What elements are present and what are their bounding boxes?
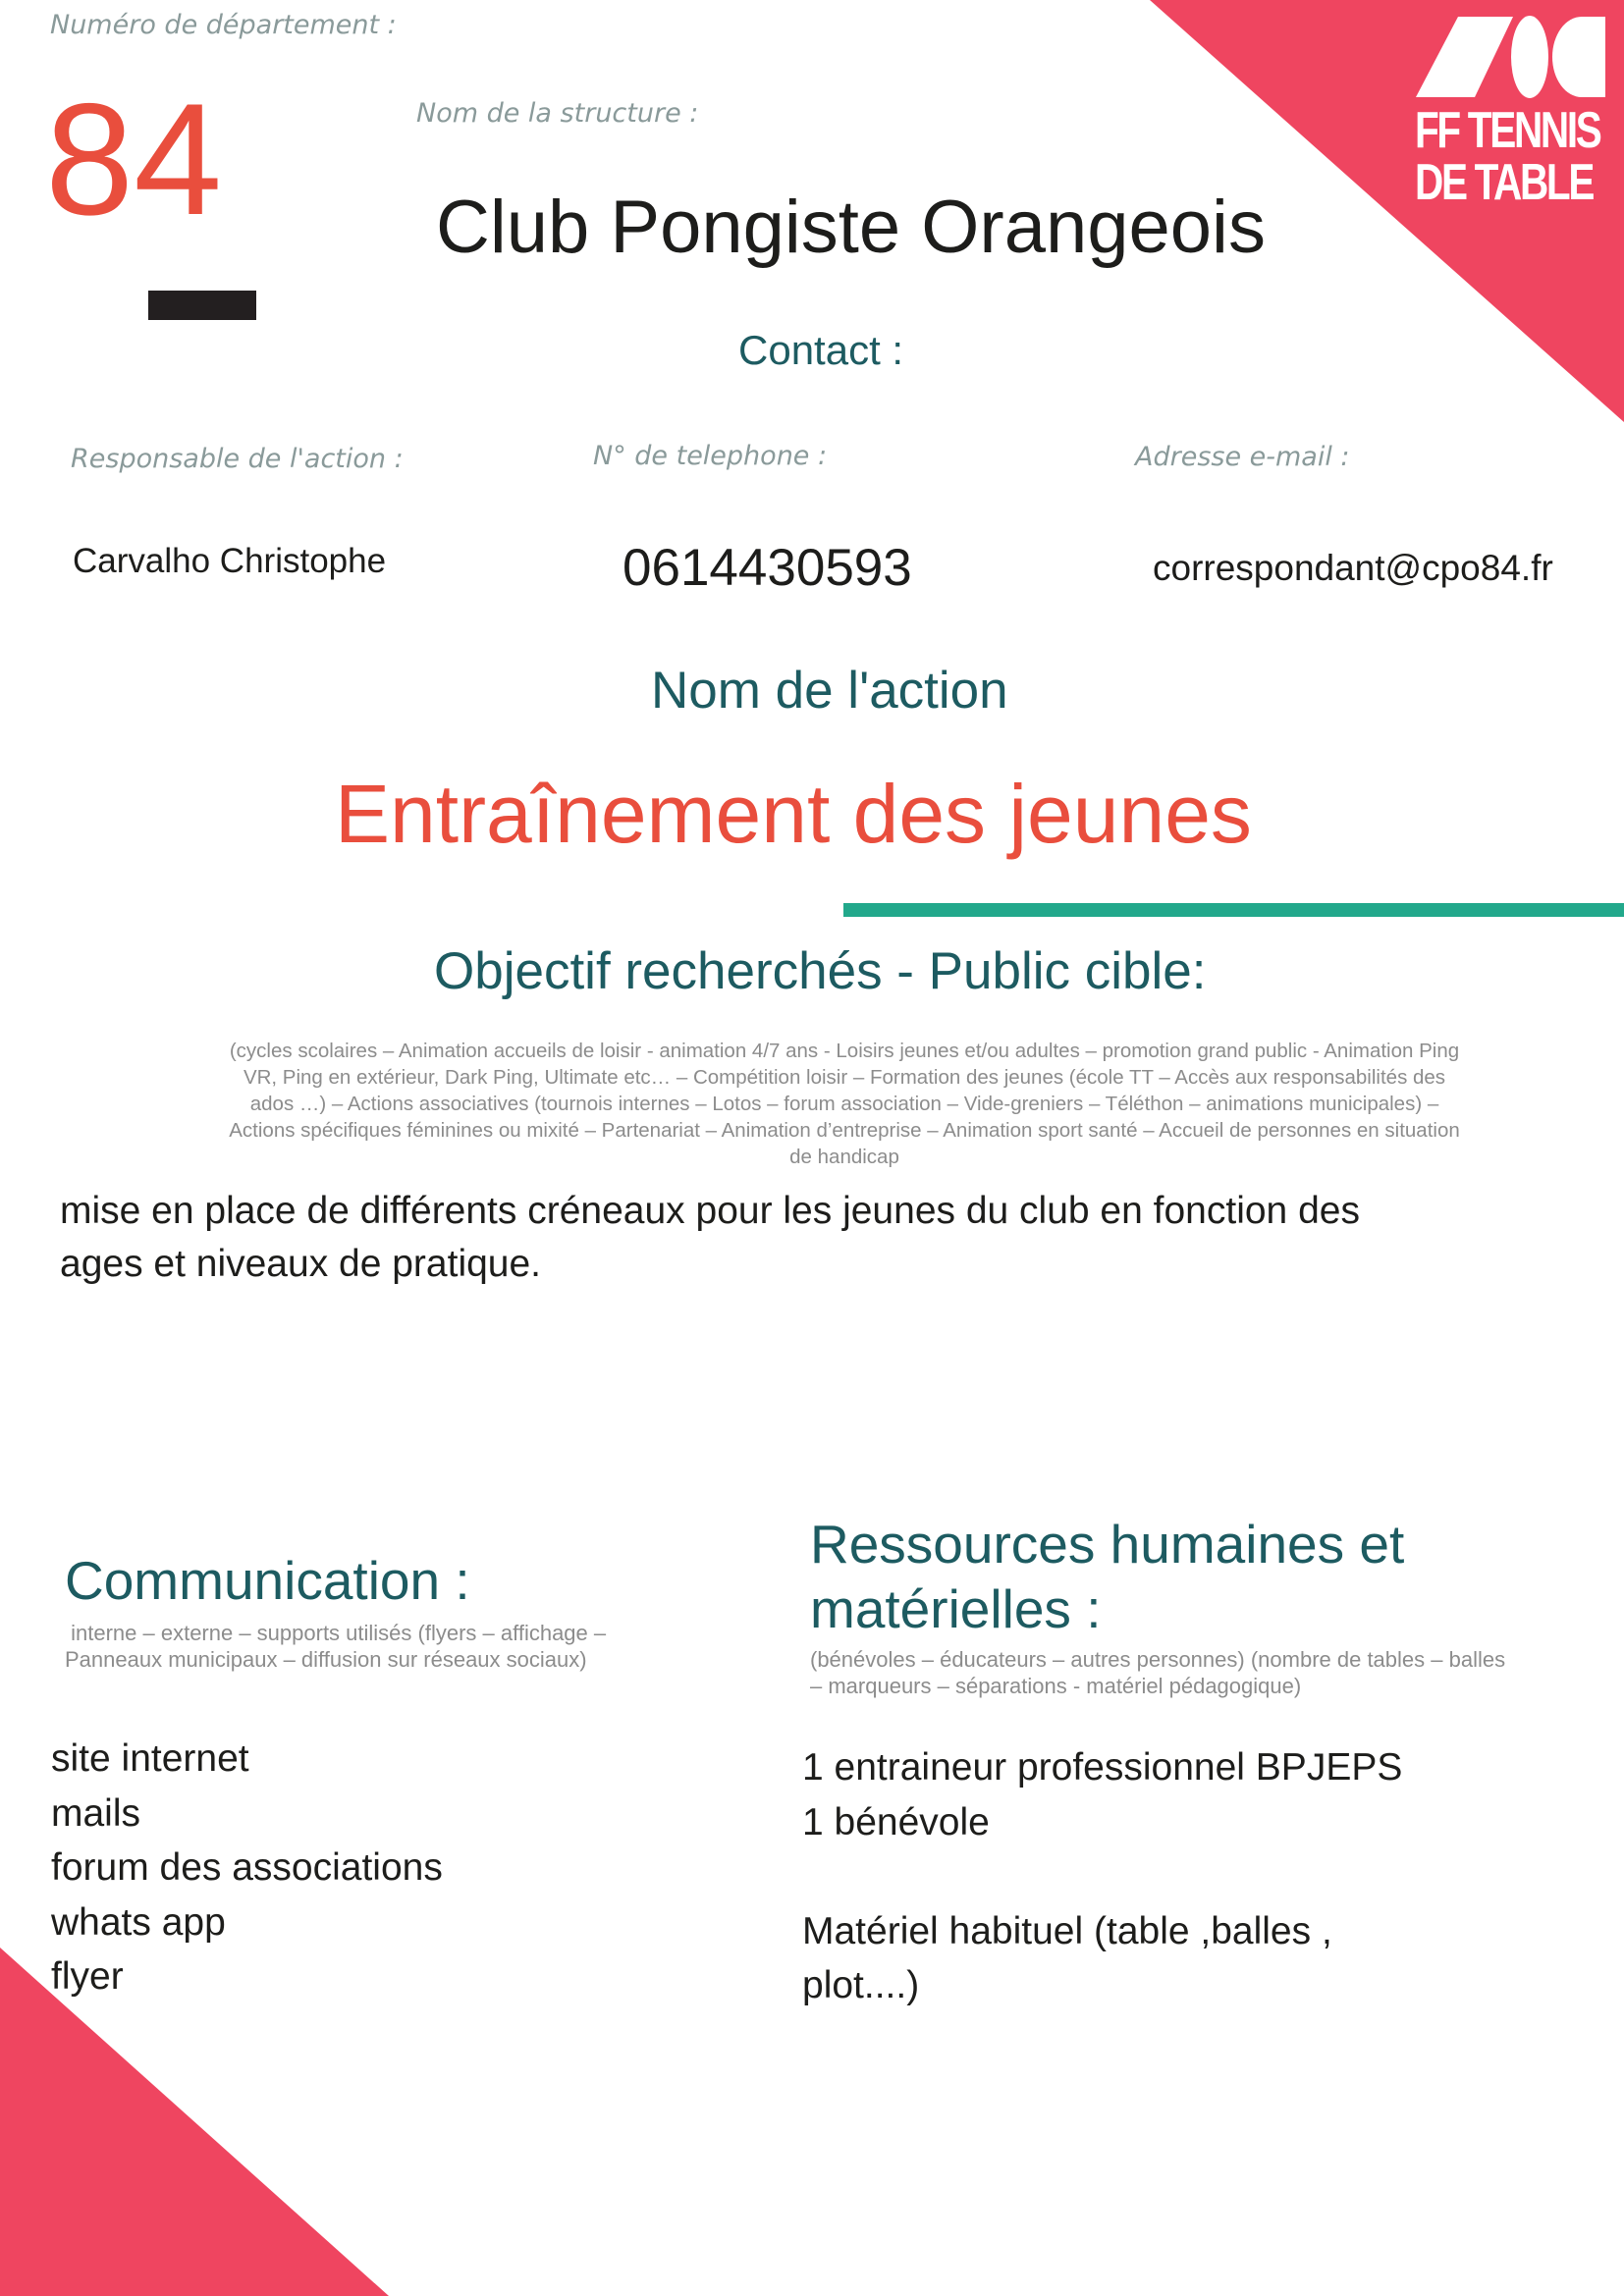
ressources-item: 1 bénévole (802, 1800, 990, 1843)
contact-title: Contact : (738, 327, 904, 373)
objectif-hint (167, 1038, 1522, 1170)
action-label: Nom de l'action (651, 662, 1008, 720)
department-underline (148, 291, 256, 320)
fftt-logo-mark-icon (1415, 15, 1606, 101)
communication-item: site internet (51, 1737, 249, 1780)
department-number: 84 (45, 71, 223, 248)
objectif-body-line: ages et niveaux de pratique. (60, 1243, 542, 1285)
ressources-item: plot....) (802, 1964, 920, 2006)
responsable-label: Responsable de l'action : (71, 444, 404, 474)
structure-label: Nom de la structure : (416, 98, 699, 129)
objectif-body (60, 1185, 1360, 1291)
logo-text-line1: FF TENNIS (1415, 102, 1600, 159)
ressources-hint-line: – marqueurs – séparations - matériel pédagogique) (810, 1674, 1302, 1698)
logo-text-line2: DE TABLE (1415, 154, 1594, 211)
objectif-hint-line: de handicap (789, 1146, 899, 1168)
objectif-title: Objectif recherchés - Public cible: (434, 942, 1207, 1000)
fftt-logo (1415, 15, 1606, 211)
objectif-hint-line: VR, Ping en extérieur, Dark Ping, Ultimate etc… – Compétition loisir – Formation des jeunes (école TT – Accès aux responsabilités des (243, 1066, 1446, 1089)
communication-item: mails (51, 1791, 141, 1835)
phone-value: 0614430593 (623, 539, 912, 597)
email-label: Adresse e-mail : (1135, 442, 1350, 472)
ressources-list (802, 1740, 1402, 2013)
email-value: correspondant@cpo84.fr (1153, 548, 1553, 588)
communication-item: forum des associations (51, 1846, 443, 1889)
communication-hint-line: interne – externe – supports utilisés (flyers – affichage – (65, 1621, 607, 1645)
communication-hint (65, 1620, 606, 1673)
ressources-item: Matériel habituel (table ,balles , (802, 1909, 1332, 1952)
objectif-hint-line: ados …) – Actions associatives (tournois internes – Lotos – forum association – Vide-greniers – Téléthon – animations municipales) – (249, 1093, 1439, 1115)
ressources-title-line: Ressources humaines et (810, 1514, 1405, 1575)
communication-hint-line: Panneaux municipaux – diffusion sur réseaux sociaux) (65, 1647, 587, 1672)
communication-title: Communication : (65, 1550, 470, 1611)
department-label: Numéro de département : (50, 10, 397, 40)
action-name: Entraînement des jeunes (335, 768, 1252, 860)
communication-item: flyer (51, 1955, 124, 1998)
ressources-title (810, 1512, 1404, 1641)
structure-name: Club Pongiste Orangeois (436, 186, 1266, 269)
communication-item: whats app (51, 1900, 226, 1944)
objectif-hint-line: Actions spécifiques féminines ou mixité – Partenariat – Animation d’entreprise – Animation sport santé – Accueil de personnes en situation (229, 1119, 1460, 1142)
ressources-item (802, 1849, 1402, 1904)
objectif-hint-line: (cycles scolaires – Animation accueils de loisir - animation 4/7 ans - Loisirs jeunes et/ou adultes – promotion grand public - Animation Ping (229, 1040, 1460, 1062)
communication-list (51, 1732, 443, 2004)
objectif-body-line: mise en place de différents créneaux pour les jeunes du club en fonction des (60, 1190, 1360, 1232)
ressources-hint (810, 1646, 1505, 1699)
teal-divider (843, 903, 1624, 917)
responsable-value: Carvalho Christophe (73, 542, 387, 580)
ressources-item: 1 entraineur professionnel BPJEPS (802, 1746, 1403, 1789)
ressources-title-line: matérielles : (810, 1578, 1102, 1639)
phone-label: N° de telephone : (593, 441, 828, 471)
ressources-hint-line: (bénévoles – éducateurs – autres personnes) (nombre de tables – balles (810, 1647, 1506, 1672)
